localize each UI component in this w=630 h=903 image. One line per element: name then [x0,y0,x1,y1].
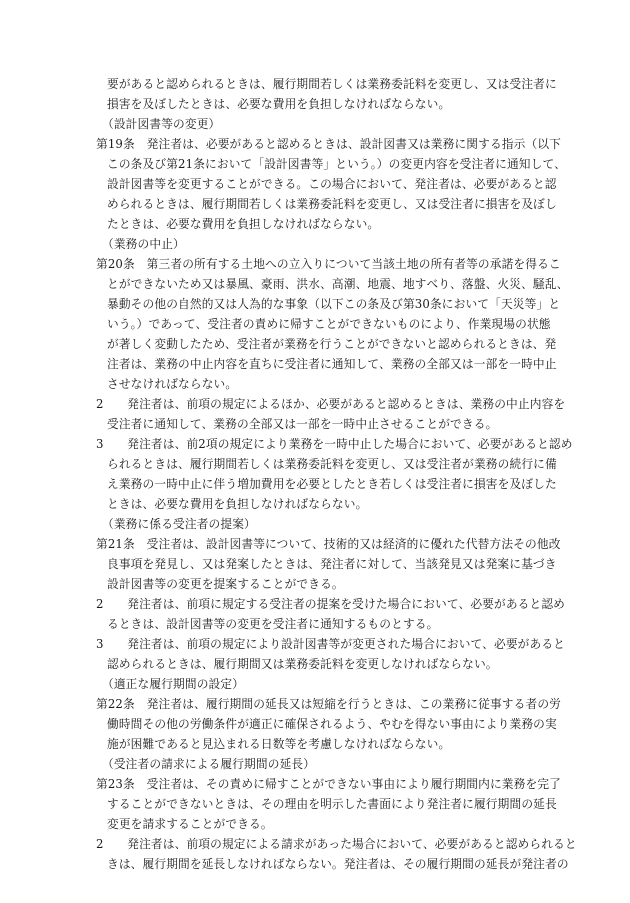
text-line: 施が困難であると見込まれる日数等を考慮しなければならない。 [107,737,451,751]
text-line: 受注者に通知して、業務の全部又は一部を一時中止させることができる。 [107,417,498,431]
text-line: 変更を請求することができる。 [107,817,273,831]
text-line: 注者は、業務の中止内容を直ちに受注者に通知して、業務の全部又は一部を一時中止 [107,357,557,371]
text-line: ときは、必要な費用を負担しなければならない。 [107,497,368,511]
text-line: することができないときは、その理由を明示した書面により発注者に履行期間の延長 [107,797,557,811]
text-line: 2 発注者は、前項の規定によるほか、必要があると認めるときは、業務の中止内容を [96,397,566,411]
text-line: させなければならない。 [107,377,238,391]
document-body [96,74,577,874]
text-line: るときは、設計図書等の変更を受注者に通知するものとする。 [107,617,439,631]
text-line: られるときは、履行期間若しくは業務委託料を変更し、又は受注者が業務の続行に備 [107,457,557,471]
text-line: 第19条 発注者は、必要があると認めるときは、設計図書又は業務に関する指示（以下 [96,137,561,151]
text-line: 第21条 受注者は、設計図書等について、技術的又は経済的に優れた代替方法その他改 [96,537,561,551]
section-heading: （適正な履行期間の設定） [102,677,245,691]
text-line: きは、履行期間を延長しなければならない。発注者は、その履行期間の延長が発注者の [107,857,569,871]
section-heading: （受注者の請求による履行期間の延長） [102,757,316,771]
text-line: 2 発注者は、前項に規定する受注者の提案を受けた場合において、必要があると認め [96,597,566,611]
text-line: 暴動その他の自然的又は人為的な事象（以下この条及び第30条において「天災等」と [107,297,561,311]
text-line: たときは、必要な費用を負担しなければならない。 [107,217,380,231]
section-heading: （業務に係る受注者の提案） [102,517,256,531]
text-line: とができないため又は暴風、豪雨、洪水、高潮、地震、地すべり、落盤、火災、騒乱、 [107,277,569,291]
text-line: 要があると認められるときは、履行期間若しくは業務委託料を変更し、又は受注者に [107,77,557,91]
section-heading: （設計図書等の変更） [102,117,221,131]
text-line: 2 発注者は、前項の規定による請求があった場合において、必要があると認められると [96,837,577,851]
text-line: 第20条 第三者の所有する土地への立入りについて当該土地の所有者等の承諾を得るこ [96,257,561,271]
text-line: この条及び第21条において「設計図書等」という。）の変更内容を受注者に通知して、 [107,157,566,171]
text-line: が著しく変動したため、受注者が業務を行うことができないと認められるときは、発 [107,337,557,351]
text-line: 3 発注者は、前2項の規定により業務を一時中止した場合において、必要があると認め [96,437,573,451]
text-line: 設計図書等を変更することができる。この場合において、発注者は、必要があると認 [107,177,557,191]
text-line: 損害を及ぼしたときは、必要な費用を負担しなければならない。 [107,97,451,111]
text-line: 認められるときは、履行期間又は業務委託料を変更しなければならない。 [107,657,498,671]
text-line: 第22条 発注者は、履行期間の延長又は短縮を行うときは、この業務に従事する者の労 [96,697,561,711]
text-line: いう。）であって、受注者の責めに帰すことができないものにより、作業現場の状態 [107,317,551,331]
text-line: え業務の一時中止に伴う増加費用を必要としたとき若しくは受注者に損害を及ぼした [107,477,557,491]
text-line: 設計図書等の変更を提案することができる。 [107,577,344,591]
text-line: 働時間その他の労働条件が適正に確保されるよう、やむを得ない事由により業務の実 [107,717,557,731]
text-line: 第23条 受注者は、その責めに帰すことができない事由により履行期間内に業務を完了 [96,777,561,791]
section-heading: （業務の中止） [102,237,185,251]
text-line: 3 発注者は、前項の規定により設計図書等が変更された場合において、必要があると [96,637,566,651]
text-line: 良事項を発見し、又は発案したときは、発注者に対して、当該発見又は発案に基づき [107,557,557,571]
text-line: められるときは、履行期間若しくは業務委託料を変更し、又は受注者に損害を及ぼし [107,197,557,211]
